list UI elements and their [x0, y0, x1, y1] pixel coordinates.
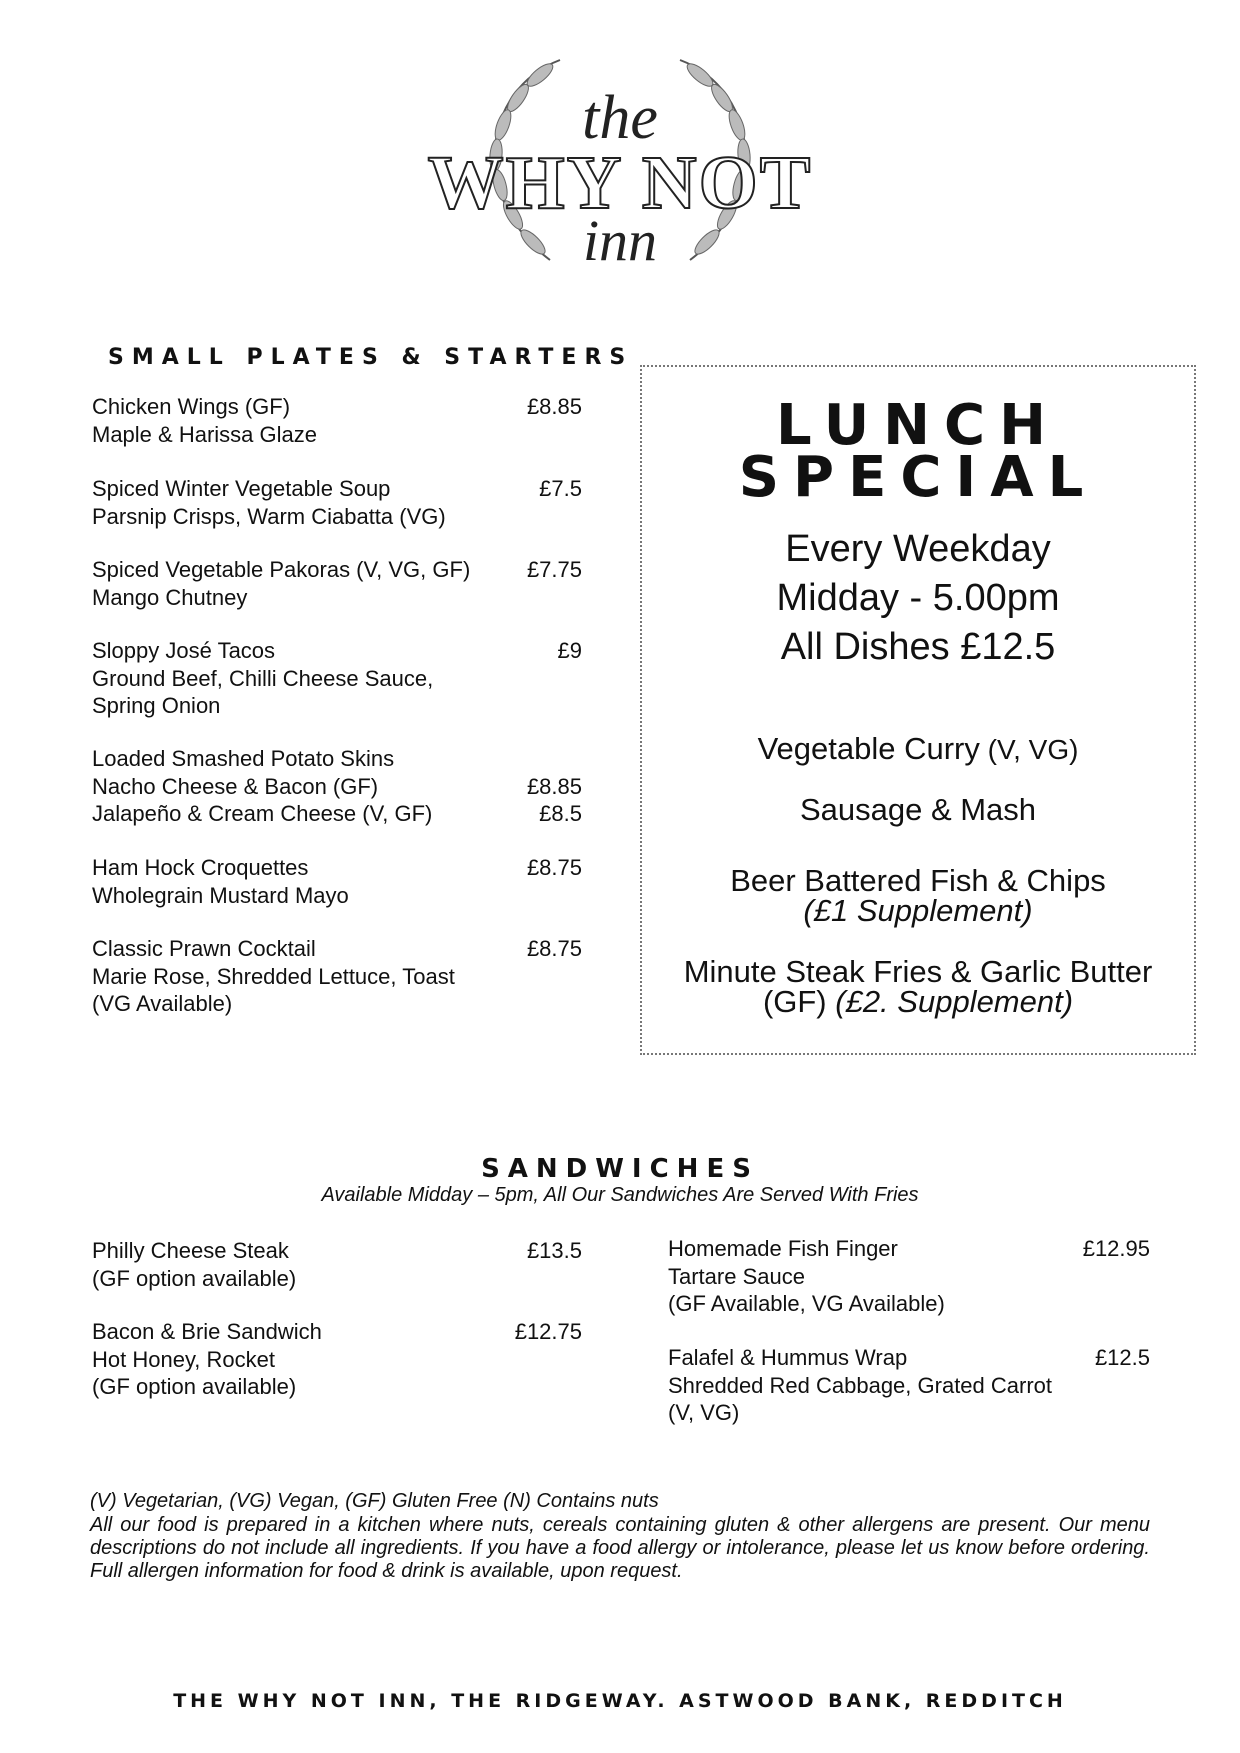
sandwich-name: Falafel & Hummus Wrap — [668, 1345, 908, 1370]
logo-inn: inn — [582, 208, 658, 273]
sandwich-price: £13.5 — [526, 1238, 582, 1263]
sandwiches-subheading: Available Midday – 5pm, All Our Sandwiches Are Served With Fries — [321, 1184, 919, 1206]
starter-price: £9 — [557, 638, 582, 663]
sandwich-name: Bacon & Brie Sandwich — [92, 1319, 322, 1344]
lunch-dish-sides: Fries & Garlic Butter — [864, 954, 1153, 989]
starter-desc: Parsnip Crisps, Warm Ciabatta (VG) — [92, 504, 446, 529]
starter-desc: (VG Available) — [92, 991, 233, 1016]
lunch-dish-name: Vegetable Curry — [757, 731, 980, 766]
lunch-dish-note — [642, 986, 1194, 1018]
lunch-special-box — [640, 365, 1196, 1055]
sandwich-desc: (GF option available) — [92, 1266, 297, 1291]
starter-price: £8.85 — [526, 774, 582, 799]
lunch-days: Every Weekday — [785, 528, 1051, 570]
starter-option: Jalapeño & Cream Cheese (V, GF) — [92, 801, 433, 826]
sandwich-desc: Shredded Red Cabbage, Grated Carrot — [668, 1373, 1053, 1398]
lunch-title: SPECIAL — [738, 445, 1098, 510]
dietary-key: (V) Vegetarian, (VG) Vegan, (GF) Gluten Free (N) Contains nuts — [90, 1490, 659, 1512]
logo — [410, 20, 830, 290]
sandwich-desc: (GF option available) — [92, 1374, 297, 1399]
starter-name: Spiced Vegetable Pakoras (V, VG, GF) — [92, 557, 471, 582]
lunch-dish-tag: (V, VG) — [979, 734, 1079, 765]
starter-name: Chicken Wings (GF) — [92, 394, 291, 419]
sandwich-name: Homemade Fish Finger — [668, 1236, 898, 1261]
sandwich-name: Philly Cheese Steak — [92, 1238, 289, 1263]
sandwich-desc: Tartare Sauce — [668, 1264, 805, 1289]
lunch-dish-supplement: (£2. Supplement) — [835, 984, 1074, 1019]
lunch-dish: Beer Battered Fish & Chips — [730, 863, 1106, 898]
starter-desc: Maple & Harissa Glaze — [92, 422, 317, 447]
lunch-hours: Midday - 5.00pm — [776, 577, 1060, 619]
starter-price: £8.85 — [526, 394, 582, 419]
logo-the: the — [582, 84, 658, 152]
lunch-title: LUNCH — [776, 393, 1060, 458]
lunch-dish-name: Minute Steak — [683, 954, 865, 989]
lunch-dish — [642, 733, 1194, 766]
logo-name: WHY NOT — [427, 141, 813, 225]
sandwich-desc: (V, VG) — [668, 1400, 740, 1425]
starter-desc: Spring Onion — [92, 693, 221, 718]
starter-option: Nacho Cheese & Bacon (GF) — [92, 774, 379, 799]
footer-address: THE WHY NOT INN, THE RIDGEWAY. ASTWOOD BANK, REDDITCH — [173, 1690, 1067, 1712]
starter-desc: Mango Chutney — [92, 585, 248, 610]
sandwich-price: £12.75 — [514, 1319, 582, 1344]
sandwich-desc: (GF Available, VG Available) — [668, 1291, 945, 1316]
starter-price: £8.75 — [526, 936, 582, 961]
lunch-dish: Sausage & Mash — [799, 792, 1037, 827]
starter-price: £8.5 — [539, 801, 582, 826]
starter-name: Spiced Winter Vegetable Soup — [92, 476, 391, 501]
starter-desc: Ground Beef, Chilli Cheese Sauce, — [92, 666, 434, 691]
starter-desc: Wholegrain Mustard Mayo — [92, 883, 349, 908]
allergen-notice: All our food is prepared in a kitchen where nuts, cereals containing gluten & other allergens are present. Our menu descriptions do not include all ingredients. If you have a food allergy or intolerance, please let us know before ordering. Full allergen information for food & drink is available, upon request. — [90, 1514, 1150, 1582]
sandwiches-heading: SANDWICHES — [481, 1154, 759, 1184]
starter-desc: Marie Rose, Shredded Lettuce, Toast — [92, 964, 455, 989]
starter-name: Classic Prawn Cocktail — [92, 936, 316, 961]
starters-heading: SMALL PLATES & STARTERS — [108, 345, 634, 370]
starter-name: Sloppy José Tacos — [92, 638, 276, 663]
lunch-price: All Dishes £12.5 — [780, 626, 1056, 668]
sandwich-price: £12.95 — [1082, 1236, 1150, 1261]
starter-name: Ham Hock Croquettes — [92, 855, 309, 880]
starter-price: £8.75 — [526, 855, 582, 880]
lunch-dish-note: (£1 Supplement) — [803, 893, 1033, 928]
sandwich-desc: Hot Honey, Rocket — [92, 1347, 276, 1372]
sandwich-price: £12.5 — [1094, 1345, 1150, 1370]
lunch-dish-tag: (GF) — [762, 984, 836, 1019]
starter-price: £7.5 — [539, 476, 582, 501]
starter-name: Loaded Smashed Potato Skins — [92, 746, 395, 771]
starter-price: £7.75 — [526, 557, 582, 582]
laurel-wreath-icon — [410, 20, 830, 290]
